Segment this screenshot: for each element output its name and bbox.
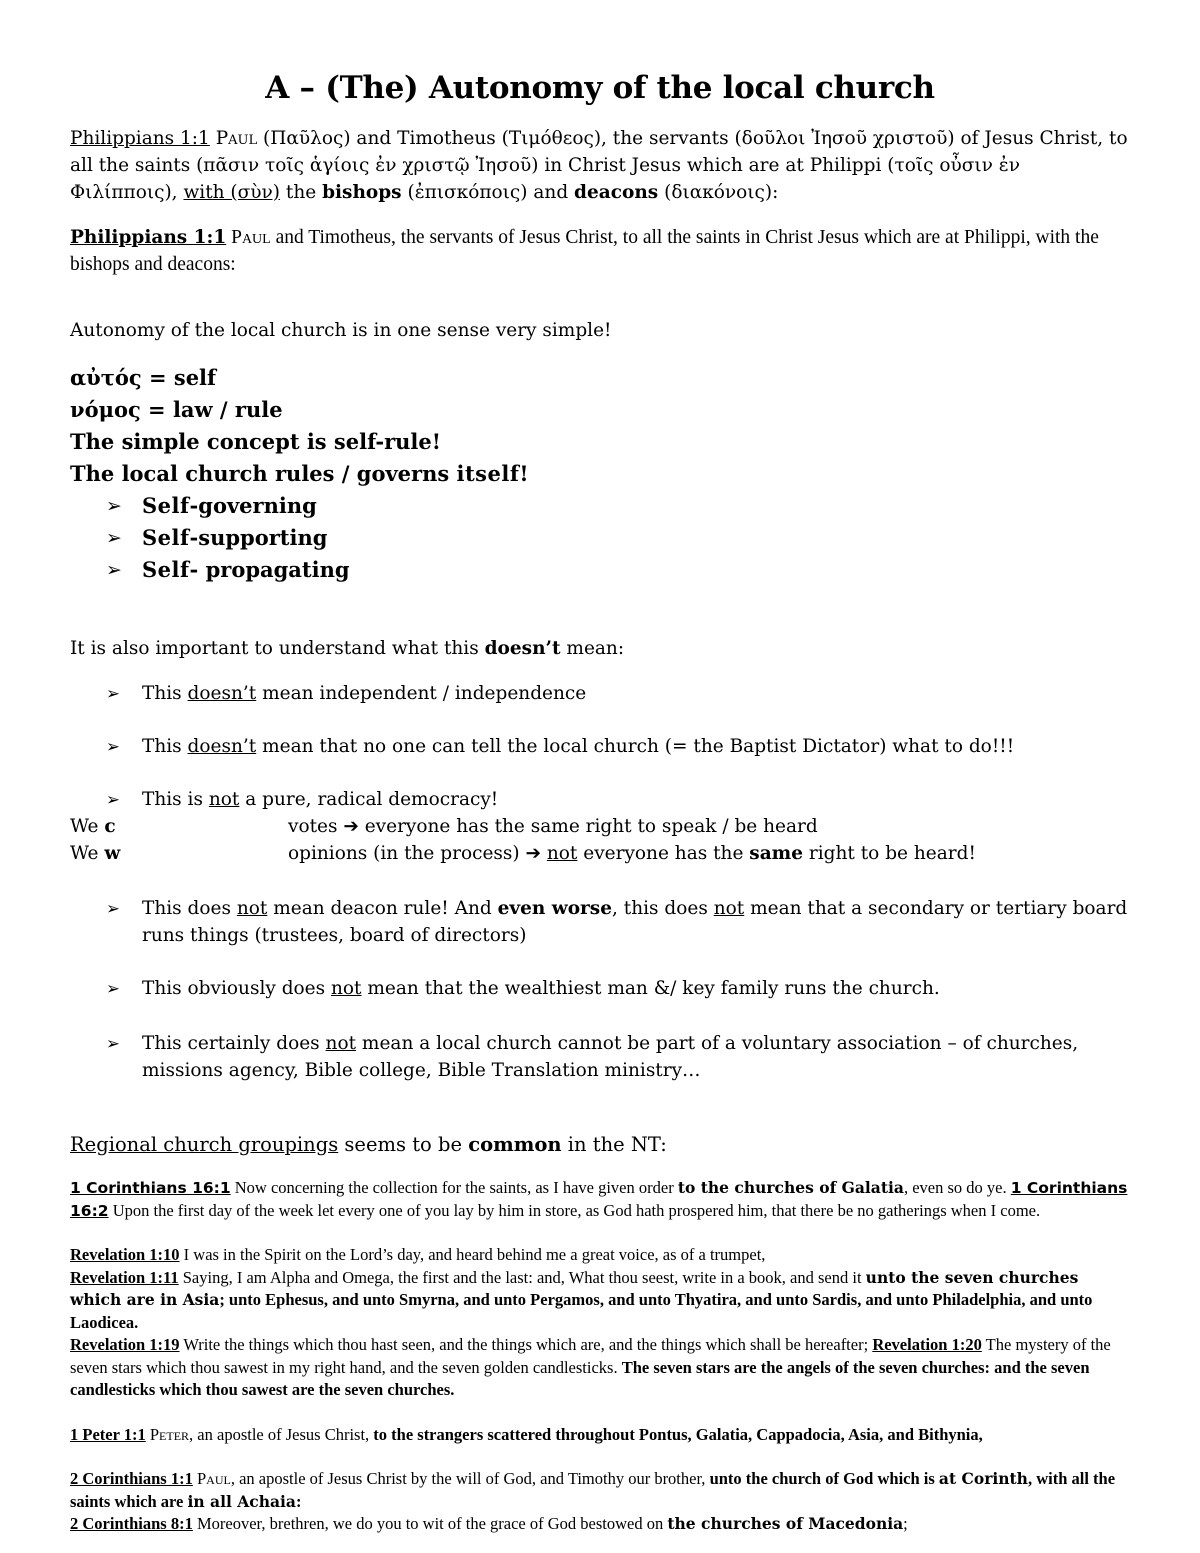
text: mean that no one can tell the local church (= the Baptist Dictator) what to do!!!	[256, 736, 1015, 757]
verse-text: , an apostle of Jesus Christ,	[189, 1424, 374, 1444]
spacer	[70, 1446, 1130, 1468]
verse-text: (διακόνοις):	[658, 181, 779, 203]
def-nomos: νόμος = law / rule	[70, 397, 283, 422]
text: This	[142, 683, 188, 704]
self-suffix: -governing	[189, 493, 317, 518]
verse-ref: 2 Corinthians 8:1	[70, 1514, 193, 1533]
spacer	[70, 867, 1130, 895]
intro-text: Autonomy of the local church is in one sense very simple!	[70, 319, 612, 341]
verse-text: I was in the Spirit on the Lord’s day, and heard behind me a great voice, as of a trumpet,	[179, 1245, 766, 1264]
spacer	[70, 1002, 1130, 1030]
verse-text: Now concerning the collection for the saints, as I have given order	[230, 1178, 678, 1197]
spacer	[70, 707, 1130, 733]
verse-text: , even so do ye.	[903, 1178, 1011, 1197]
spacer	[70, 1402, 1130, 1424]
text: right to be heard!	[803, 843, 976, 864]
underlined-word: doesn’t	[187, 736, 257, 757]
bold-word: same	[749, 843, 804, 864]
self-list	[106, 490, 1130, 586]
doesnt-list-c	[106, 786, 1130, 813]
with-word: with (σὺν)	[183, 181, 280, 203]
text: mean that a secondary or tertiary board runs things (trustees, board of directors)	[142, 898, 1128, 946]
text: in the NT:	[561, 1132, 667, 1156]
text: It is also important to understand what this	[70, 637, 485, 659]
text: mean a local church cannot be part of a voluntary association – of churches, missions agency, Bible college, Bible Translation ministry…	[142, 1033, 1079, 1081]
we-opinions-row	[70, 840, 1130, 867]
corinthians-16-verse	[70, 1177, 1130, 1222]
verse-ref: Revelation 1:20	[872, 1335, 982, 1354]
underlined-word: not	[208, 789, 240, 810]
verse-ref: Philippians 1:1	[70, 227, 227, 248]
document-page	[70, 70, 1130, 1536]
bold-phrase: to the strangers scattered throughout Pontus, Galatia, Cappadocia, Asia, and Bithynia,	[373, 1424, 983, 1444]
arrow-bullet-icon: ➢	[106, 737, 120, 756]
text: seems to be	[338, 1132, 469, 1156]
arrow-bullet-icon: ➢	[106, 790, 120, 809]
text: mean independent / independence	[256, 683, 587, 704]
arrow-bullet-icon: ➢	[106, 527, 122, 549]
rules-text: The local church rules / governs	[70, 461, 457, 486]
verse-ref: Revelation 1:11	[70, 1267, 179, 1287]
text: mean:	[560, 637, 625, 659]
arrow-bullet-icon: ➢	[106, 559, 122, 581]
spacer	[70, 278, 1130, 298]
bold-phrase: in all Achaia	[187, 1491, 296, 1511]
verse-text: (Παῦλος) and Timotheus (Τιμόθεος), the servants (δοῦλοι Ἰησοῦ χριστοῦ) of Jesus Christ, to all the saints (πᾶσιν τοῖς ἁγίοις ἐν χριστῷ Ἰησοῦ) in Christ Jesus which are at Philippi (τοῖς οὖσιν ἐν Φιλίπποις),	[70, 127, 1128, 203]
list-item	[106, 975, 1130, 1002]
concept-line: The simple concept is self-rule!	[70, 429, 441, 454]
verse-text: (ἐπισκόποις) and	[401, 181, 575, 203]
underlined-word: not	[325, 1033, 357, 1054]
we-votes-row	[70, 813, 1130, 840]
rules-line	[70, 458, 1130, 490]
spacer	[70, 760, 1130, 786]
bold-phrase: The seven stars are the angels of the seven churches: and the seven candlesticks which thou sawest are the seven churches.	[70, 1357, 1090, 1399]
spacer	[70, 586, 1130, 616]
verse-ref: 1 Peter 1:1	[70, 1424, 146, 1444]
verse-ref: 1 Corinthians 16:1	[70, 1179, 231, 1197]
text: everyone has the	[577, 843, 750, 864]
spacer	[70, 1084, 1130, 1112]
we-letter: w	[104, 843, 121, 864]
text: This obviously does	[142, 978, 331, 999]
deacons-word: deacons	[574, 181, 659, 203]
list-item	[106, 680, 1130, 707]
bold-phrase: ; unto Ephesus, and unto Smyrna, and unto Pergamos, and unto Thyatira, and unto Sardis, and unto Philadelphia, and unto Laodicea.	[70, 1290, 1093, 1332]
corinthians-2-1-verse	[70, 1468, 1130, 1513]
list-item	[106, 1030, 1130, 1084]
verse-text: The mystery of the seven stars which thou sawest in my right hand, and the seven golden candlesticks.	[70, 1335, 1111, 1377]
bold-phrase: unto the seven churches which are in Asia	[70, 1267, 1079, 1309]
spacer	[70, 949, 1130, 975]
text: This certainly does	[142, 1033, 326, 1054]
bold-phrase: to the churches of Galatia	[677, 1178, 904, 1197]
votes-text: votes ➔ everyone has the same right to speak / be heard	[288, 816, 818, 837]
doesnt-list-a	[106, 680, 1130, 707]
def-autos: αὐτός = self	[70, 365, 217, 390]
corinthians-8-1-verse	[70, 1513, 1130, 1536]
arrow-bullet-icon: ➢	[106, 979, 120, 998]
verse-text: Saying, I am Alpha and Omega, the first and the last: and, What thou seest, write in a book, and send it	[178, 1267, 866, 1287]
verse-text: and Timotheus, the servants of Jesus Christ, to all the saints in Christ Jesus which are at Philippi, with the bishops and deacons:	[70, 227, 1099, 275]
verse-ref: Revelation 1:10	[70, 1245, 180, 1264]
philippians-greek-verse	[70, 125, 1130, 206]
arrow-bullet-icon: ➢	[106, 684, 120, 703]
verse-ref: 2 Corinthians 1:1	[70, 1469, 193, 1488]
we-label	[70, 813, 116, 840]
revelation-verses	[70, 1244, 1130, 1402]
self-word: Self	[142, 493, 190, 518]
text: mean deacon rule! And	[267, 898, 498, 919]
verse-text: Upon the first day of the week let every one of you lay by him in store, as God hath prospered him, that there be no gatherings when I come.	[108, 1200, 1041, 1220]
text: opinions (in the process) ➔	[288, 843, 547, 864]
underlined-phrase: Regional church groupings	[70, 1132, 339, 1156]
arrow-bullet-icon: ➢	[106, 899, 120, 918]
verse-text: Moreover, brethren, we do you to wit of the grace of God bestowed on	[192, 1514, 668, 1533]
doesnt-word: doesn’t	[484, 637, 561, 659]
text: , this does	[612, 898, 714, 919]
we-label	[70, 840, 120, 867]
list-item	[106, 733, 1130, 760]
list-item	[106, 786, 1130, 813]
peter-verse	[70, 1424, 1130, 1447]
doesnt-list-f	[106, 1030, 1130, 1084]
page-title: A – (The) Autonomy of the local church	[265, 70, 935, 106]
name-paul: Paul	[231, 227, 271, 248]
verse-ref: Revelation 1:19	[70, 1335, 180, 1354]
verse-text: the	[280, 181, 323, 203]
bold-phrase: the churches of Macedonia	[667, 1514, 904, 1533]
doesnt-intro	[70, 635, 1130, 662]
text: This	[142, 736, 188, 757]
verse-ref: 1 Corinthians 16:2	[70, 1179, 1128, 1220]
doesnt-list-e	[106, 975, 1130, 1002]
underlined-word: doesn’t	[187, 683, 257, 704]
bold-phrase: unto the church of God which is	[709, 1469, 939, 1488]
bishops-word: bishops	[322, 181, 402, 203]
self-word: Self	[142, 525, 190, 550]
philippians-kjv-verse	[70, 224, 1130, 278]
bold-phrase: , with all the saints which are	[70, 1469, 1116, 1511]
verse-text: Write the things which thou hast seen, and the things which are, and the things which shall be hereafter;	[179, 1335, 873, 1354]
bold-phrase: even worse	[497, 898, 612, 919]
name-peter: Peter	[149, 1424, 190, 1444]
we-text: We	[70, 816, 99, 837]
rules-end: !	[519, 461, 529, 486]
list-item	[106, 895, 1130, 949]
text: mean that the wealthiest man &/ key family runs the church.	[361, 978, 940, 999]
underlined-word: not	[236, 898, 268, 919]
arrow-bullet-icon: ➢	[106, 1034, 120, 1053]
name-paul: Paul	[196, 1469, 231, 1488]
bold-word: common	[468, 1132, 562, 1156]
underlined-word: not	[713, 898, 745, 919]
doesnt-list-b	[106, 733, 1130, 760]
verse-text: ;	[903, 1514, 908, 1533]
verse-text: , an apostle of Jesus Christ by the will of God, and Timothy our brother,	[230, 1469, 710, 1488]
list-item	[106, 522, 1130, 554]
list-item	[106, 554, 1130, 586]
we-text: We	[70, 843, 99, 864]
opinions-text	[288, 840, 976, 867]
text: This does	[142, 898, 237, 919]
arrow-bullet-icon: ➢	[106, 495, 122, 517]
verse-ref: Philippians 1:1	[70, 127, 210, 149]
regional-heading	[70, 1132, 1130, 1158]
underlined-word: not	[546, 843, 578, 864]
bold-phrase: :	[295, 1491, 302, 1511]
underlined-word: not	[331, 978, 362, 999]
we-letter: c	[104, 816, 116, 837]
self-suffix: -supporting	[189, 525, 328, 550]
name-paul: Paul	[215, 127, 258, 149]
doesnt-list-d	[106, 895, 1130, 949]
spacer	[70, 1222, 1130, 1244]
list-item	[106, 490, 1130, 522]
text: This is	[142, 789, 209, 810]
text: a pure, radical democracy!	[239, 789, 499, 810]
self-word: Self	[142, 557, 190, 582]
itself-word: itself	[456, 461, 520, 486]
bold-phrase: at Corinth	[938, 1469, 1028, 1488]
self-suffix: - propagating	[189, 557, 350, 582]
